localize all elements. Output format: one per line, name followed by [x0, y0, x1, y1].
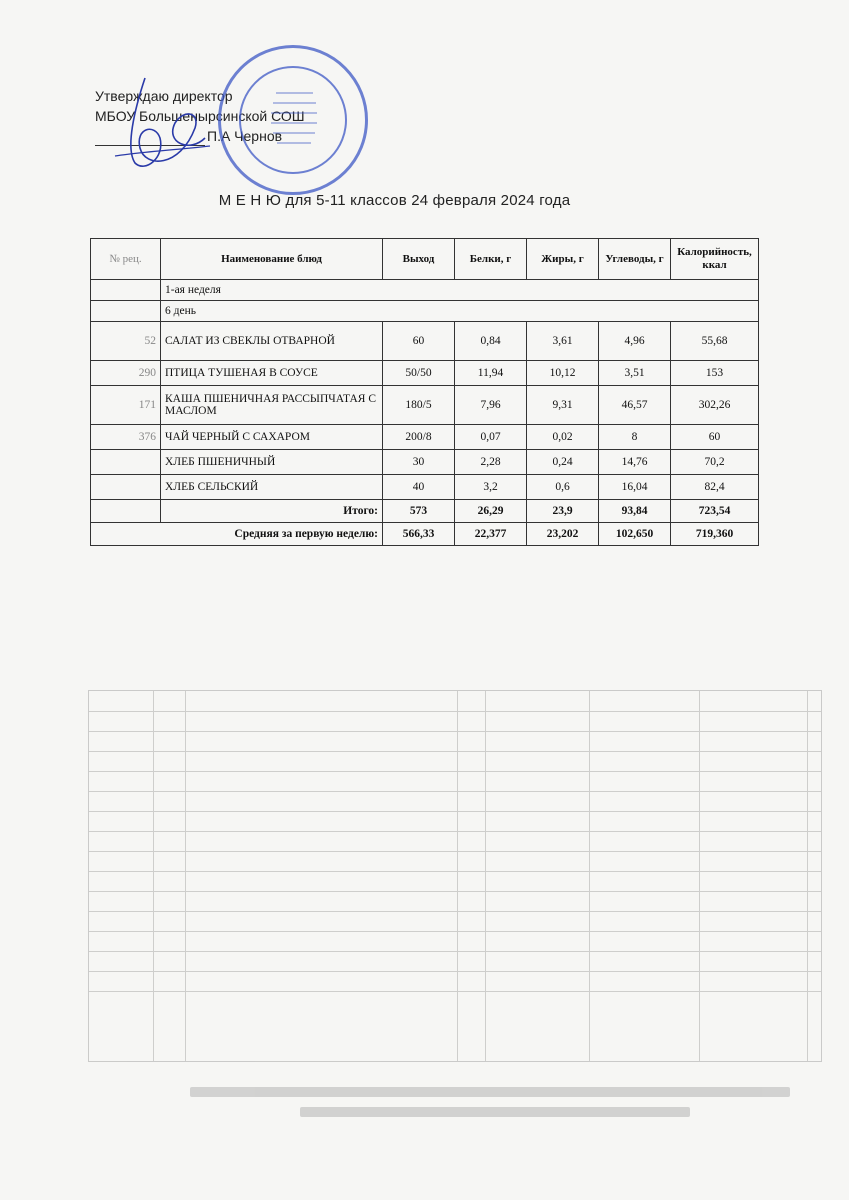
row-fat: 9,31	[527, 386, 599, 425]
row-num: 171	[91, 386, 161, 425]
average-out: 566,33	[383, 523, 455, 546]
row-num	[91, 475, 161, 500]
average-kcal: 719,360	[671, 523, 759, 546]
table-row	[91, 361, 759, 386]
row-prot: 7,96	[455, 386, 527, 425]
day-label: 6 день	[161, 301, 759, 322]
menu-table	[90, 238, 759, 546]
total-carb: 93,84	[599, 500, 671, 523]
average-label: Средняя за первую неделю:	[91, 523, 383, 546]
total-row	[91, 500, 759, 523]
table-row	[91, 450, 759, 475]
average-row	[91, 523, 759, 546]
stamp-texture	[221, 48, 365, 192]
week-label: 1-ая неделя	[161, 280, 759, 301]
row-fat: 10,12	[527, 361, 599, 386]
row-name: ЧАЙ ЧЕРНЫЙ С САХАРОМ	[161, 425, 383, 450]
row-kcal: 302,26	[671, 386, 759, 425]
approval-line-1: Утверждаю директор	[95, 88, 233, 104]
row-name: ПТИЦА ТУШЕНАЯ В СОУСЕ	[161, 361, 383, 386]
table-row	[91, 425, 759, 450]
row-num	[91, 450, 161, 475]
row-num: 52	[91, 322, 161, 361]
average-fat: 23,202	[527, 523, 599, 546]
row-carb: 8	[599, 425, 671, 450]
header-carb: Углеводы, г	[599, 239, 671, 280]
row-name: КАША ПШЕНИЧНАЯ РАССЫПЧАТАЯ С МАСЛОМ	[161, 386, 383, 425]
row-prot: 2,28	[455, 450, 527, 475]
row-carb: 14,76	[599, 450, 671, 475]
row-fat: 0,24	[527, 450, 599, 475]
row-kcal: 153	[671, 361, 759, 386]
table-header-row	[91, 239, 759, 280]
week-row	[91, 280, 759, 301]
average-prot: 22,377	[455, 523, 527, 546]
header-name: Наименование блюд	[161, 239, 383, 280]
row-kcal: 70,2	[671, 450, 759, 475]
day-row	[91, 301, 759, 322]
header-prot: Белки, г	[455, 239, 527, 280]
row-num: 290	[91, 361, 161, 386]
page-title: М Е Н Ю для 5-11 классов 24 февраля 2024 года	[218, 192, 571, 209]
row-kcal: 60	[671, 425, 759, 450]
total-kcal: 723,54	[671, 500, 759, 523]
total-label: Итого:	[161, 500, 383, 523]
row-fat: 3,61	[527, 322, 599, 361]
total-out: 573	[383, 500, 455, 523]
header-kcal: Калорийность, ккал	[671, 239, 759, 280]
bleed-through-table	[88, 690, 822, 1062]
row-fat: 0,6	[527, 475, 599, 500]
row-name: ХЛЕБ СЕЛЬСКИЙ	[161, 475, 383, 500]
total-prot: 26,29	[455, 500, 527, 523]
table-row	[91, 322, 759, 361]
table-row	[91, 386, 759, 425]
row-prot: 11,94	[455, 361, 527, 386]
approval-line-2: МБОУ Большенырсинской СОШ	[95, 108, 305, 124]
row-out: 50/50	[383, 361, 455, 386]
row-out: 180/5	[383, 386, 455, 425]
bleed-through-title	[190, 1083, 790, 1119]
average-carb: 102,650	[599, 523, 671, 546]
stamp-seal-icon	[218, 45, 368, 195]
row-name: САЛАТ ИЗ СВЕКЛЫ ОТВАРНОЙ	[161, 322, 383, 361]
row-out: 40	[383, 475, 455, 500]
row-prot: 0,84	[455, 322, 527, 361]
row-kcal: 82,4	[671, 475, 759, 500]
table-row	[91, 475, 759, 500]
header-out: Выход	[383, 239, 455, 280]
row-out: 200/8	[383, 425, 455, 450]
row-carb: 4,96	[599, 322, 671, 361]
row-prot: 0,07	[455, 425, 527, 450]
director-name: П.А Чернов	[207, 128, 283, 144]
row-name: ХЛЕБ ПШЕНИЧНЫЙ	[161, 450, 383, 475]
signature-icon	[105, 68, 215, 178]
row-fat: 0,02	[527, 425, 599, 450]
row-prot: 3,2	[455, 475, 527, 500]
header-fat: Жиры, г	[527, 239, 599, 280]
row-carb: 3,51	[599, 361, 671, 386]
row-out: 30	[383, 450, 455, 475]
row-carb: 16,04	[599, 475, 671, 500]
total-fat: 23,9	[527, 500, 599, 523]
header-num: № рец.	[91, 239, 161, 280]
row-carb: 46,57	[599, 386, 671, 425]
row-out: 60	[383, 322, 455, 361]
row-num: 376	[91, 425, 161, 450]
row-kcal: 55,68	[671, 322, 759, 361]
